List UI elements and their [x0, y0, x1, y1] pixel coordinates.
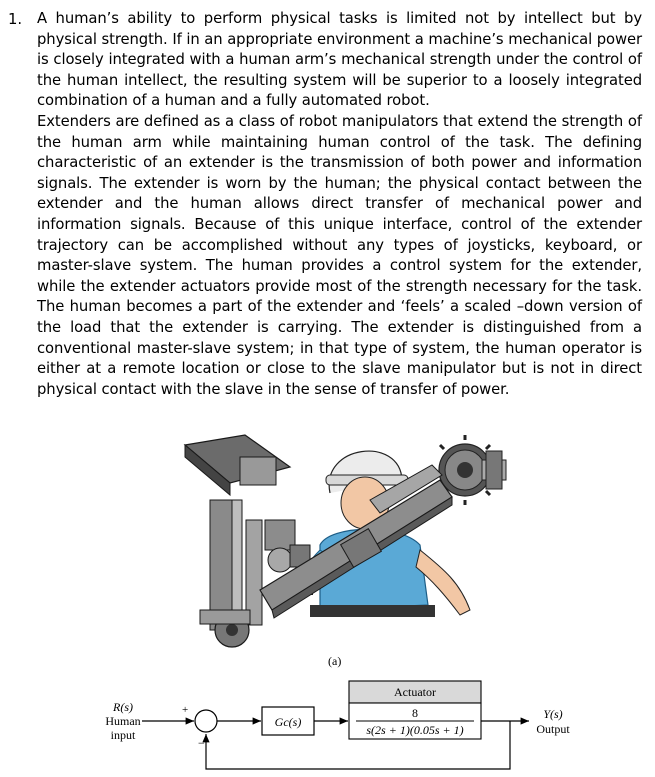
output-symbol: Y(s) — [543, 707, 563, 721]
actuator-label: Actuator — [394, 685, 436, 699]
paragraph-2: Extenders are defined as a class of robot manipulators that extend the strength of the human arm while maintaining human control of the task. The defining characteristic of an extender is the transmission of both power and information signals. The extender is worn by the human; the physical contact between the extender and the human allows direct transfer of mechanical power and information signals. Because of this unique interface, control of the extender trajectory can be accomplished without any types of joysticks, keyboard, or master-slave system. The human provides a control system for the extender, while the extender actuators provide most of the strength necessary for the task. The human becomes a part of the extender and ‘feels’ a scaled –down version of the load that the extender is carrying. The extender is distinguished from a conventional master-slave system; in that type of system, the human operator is either at a remote location or close to the slave manipulator but is not in direct physical contact with the slave in the sense of transfer of power. — [37, 113, 642, 398]
minus-sign: − — [198, 736, 205, 750]
output-label: Output — [536, 722, 570, 736]
summing-junction — [195, 710, 217, 732]
input-label-line1: Human — [105, 714, 141, 728]
controller-tf: Gc(s) — [274, 715, 302, 729]
upper-beam — [185, 435, 290, 495]
paragraph-1: A human’s ability to perform physical tasks is limited not by intellect but by physical strength. If in an appropriate environment a machine’s mechanical power is closely integrated with a human arm’s mechanical strength under the control of the human intellect, the resulting system will be superior to a loosely integrated combination of a human and a fully automated robot. — [37, 10, 642, 110]
input-symbol: R(s) — [113, 700, 133, 714]
figure-caption: (a) — [328, 654, 342, 668]
actuator-numerator: 8 — [412, 706, 418, 720]
input-label-line2: input — [110, 728, 136, 742]
plus-sign: + — [182, 704, 189, 716]
vertical-column — [200, 500, 262, 647]
problem-number: 1. — [8, 11, 23, 28]
extender-illustration — [170, 405, 510, 685]
block-diagram — [0, 675, 655, 777]
actuator-denominator: s(2s + 1)(0.05s + 1) — [366, 723, 464, 737]
